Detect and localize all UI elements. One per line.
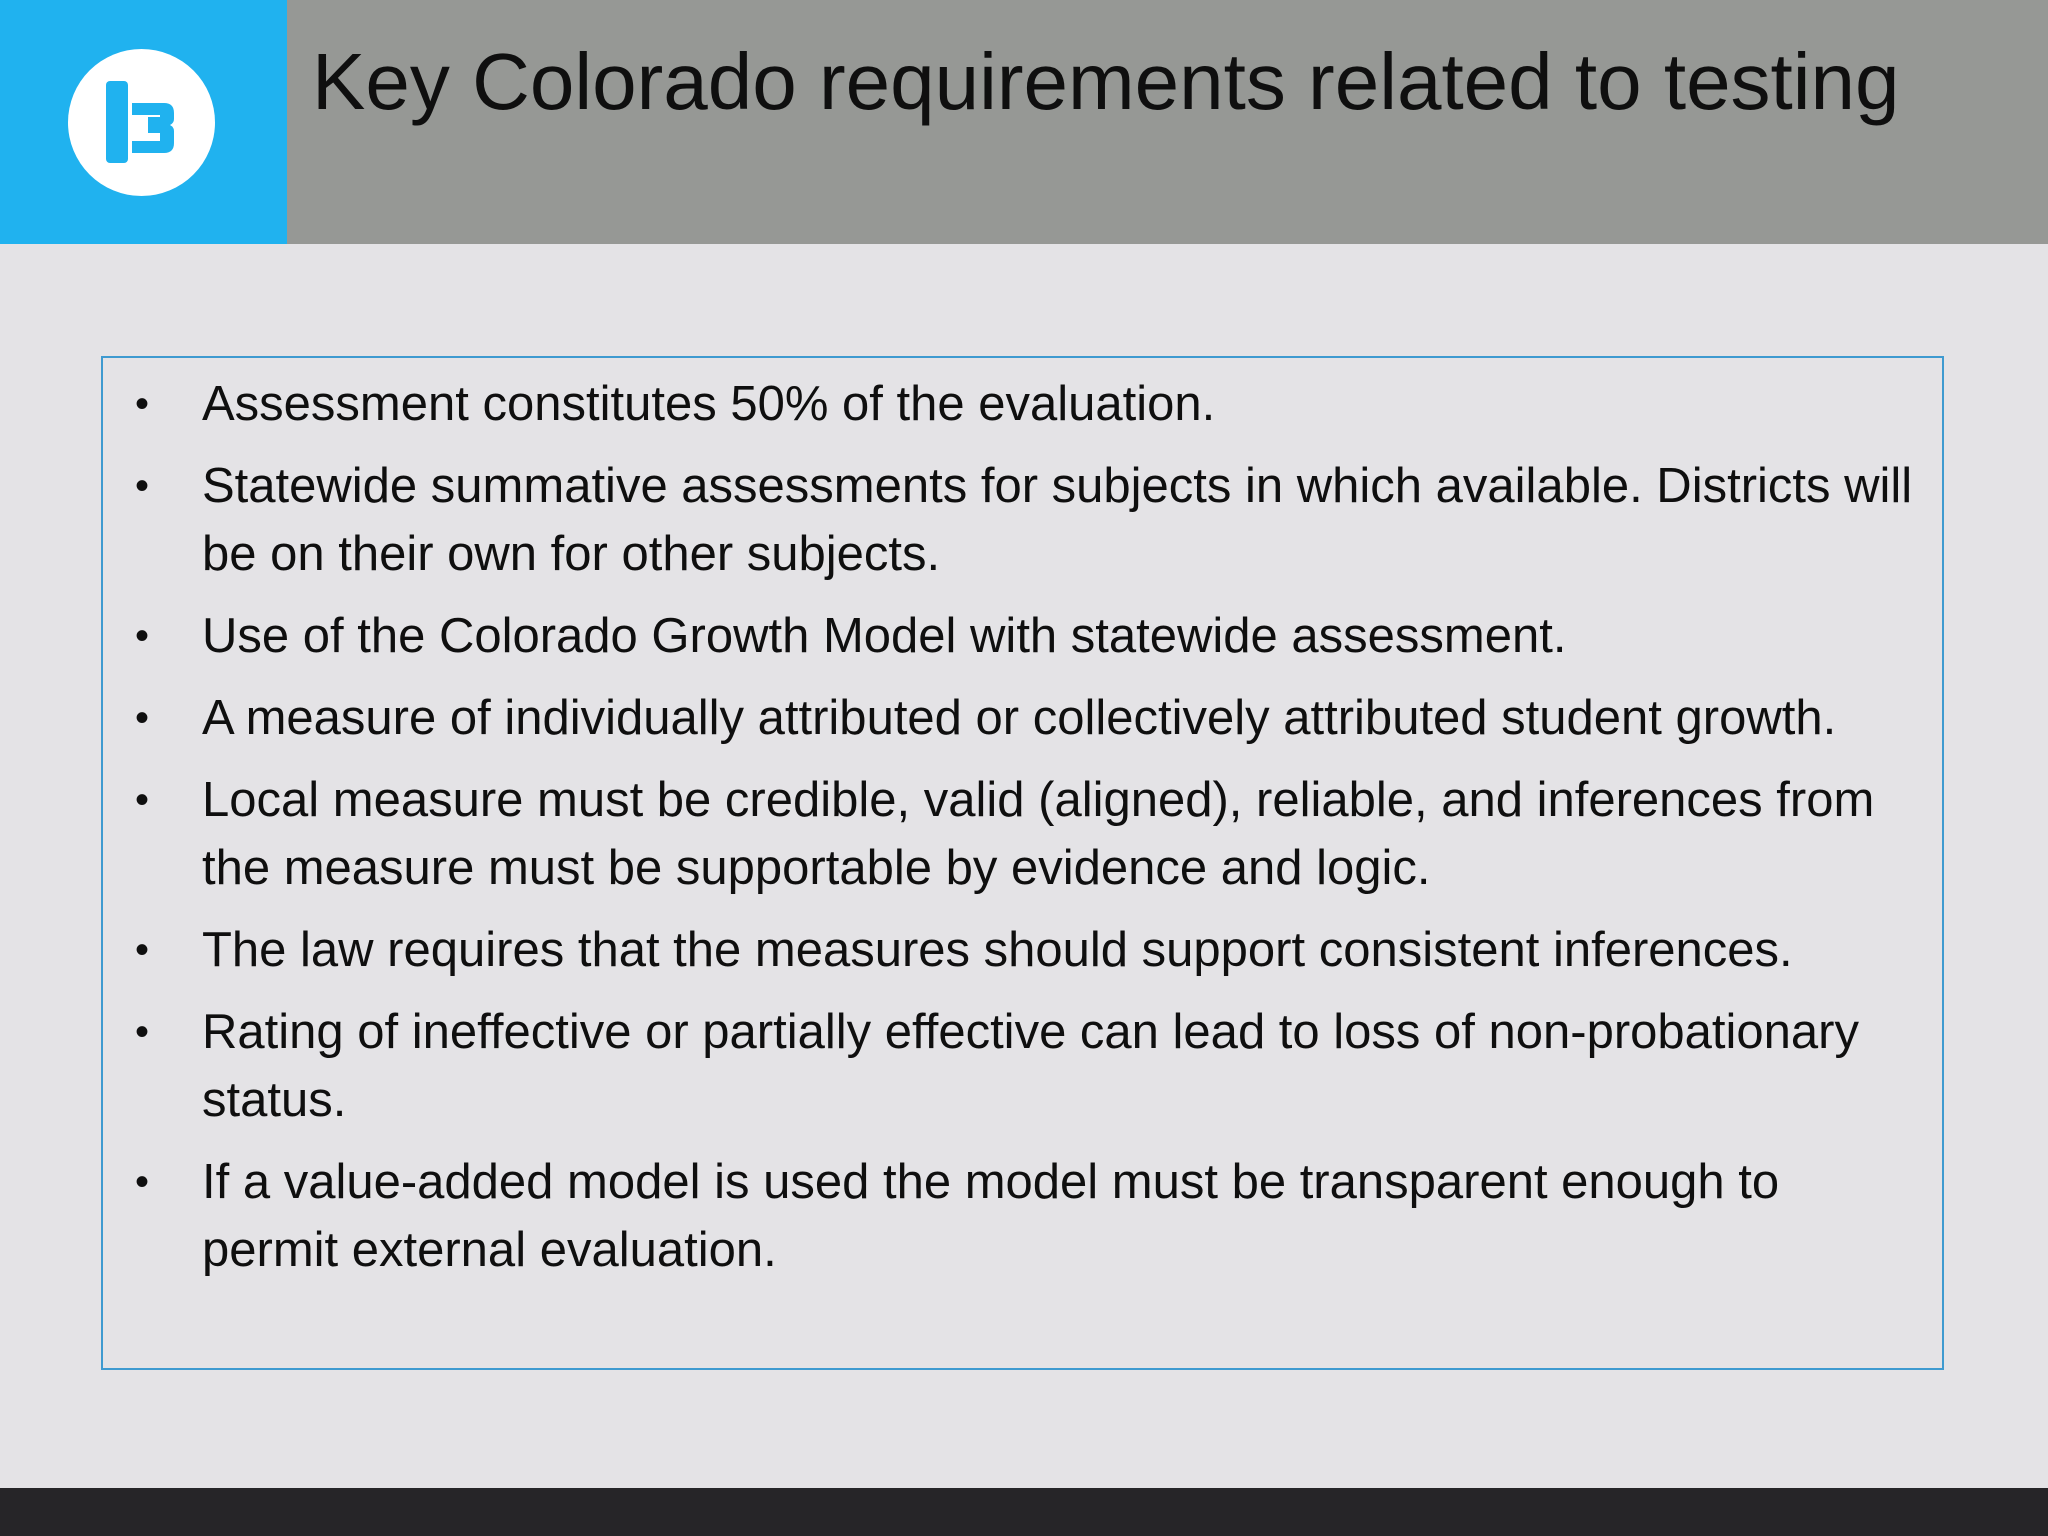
bullet-icon: • <box>134 1010 149 1054</box>
bullet-icon: • <box>134 1160 149 1204</box>
list-item <box>103 602 1942 670</box>
list-item <box>103 766 1942 902</box>
bullet-icon: • <box>134 696 149 740</box>
list-item <box>103 370 1942 438</box>
list-item-text: Statewide summative assessments for subjects in which available. Districts will be on their own for other subjects. <box>202 459 1913 581</box>
bullet-icon: • <box>134 382 149 426</box>
page-title: Key Colorado requirements related to testing <box>312 37 1900 126</box>
content-box <box>101 356 1944 1370</box>
list-item <box>103 1148 1942 1284</box>
list-item-text: Rating of ineffective or partially effective can lead to loss of non-probationary status. <box>202 1005 1859 1127</box>
bullet-icon: • <box>134 778 149 822</box>
list-item <box>103 452 1942 588</box>
list-item <box>103 998 1942 1134</box>
list-item-text: Local measure must be credible, valid (aligned), reliable, and inferences from the measure must be supportable by evidence and logic. <box>202 773 1875 895</box>
logo-panel <box>0 0 287 244</box>
list-item-text: Use of the Colorado Growth Model with statewide assessment. <box>202 609 1567 663</box>
bullet-icon: • <box>134 928 149 972</box>
list-item-text: If a value-added model is used the model must be transparent enough to permit external evaluation. <box>202 1155 1780 1277</box>
list-item <box>103 684 1942 752</box>
footer-bar <box>0 1488 2048 1536</box>
list-item-text: Assessment constitutes 50% of the evaluation. <box>202 377 1216 431</box>
list-item <box>103 916 1942 984</box>
brand-logo-icon <box>68 49 215 196</box>
bullet-icon: • <box>134 464 149 508</box>
bullet-icon: • <box>134 614 149 658</box>
list-item-text: The law requires that the measures should support consistent inferences. <box>202 923 1793 977</box>
list-item-text: A measure of individually attributed or collectively attributed student growth. <box>202 691 1837 745</box>
bullet-list <box>103 370 1942 1298</box>
